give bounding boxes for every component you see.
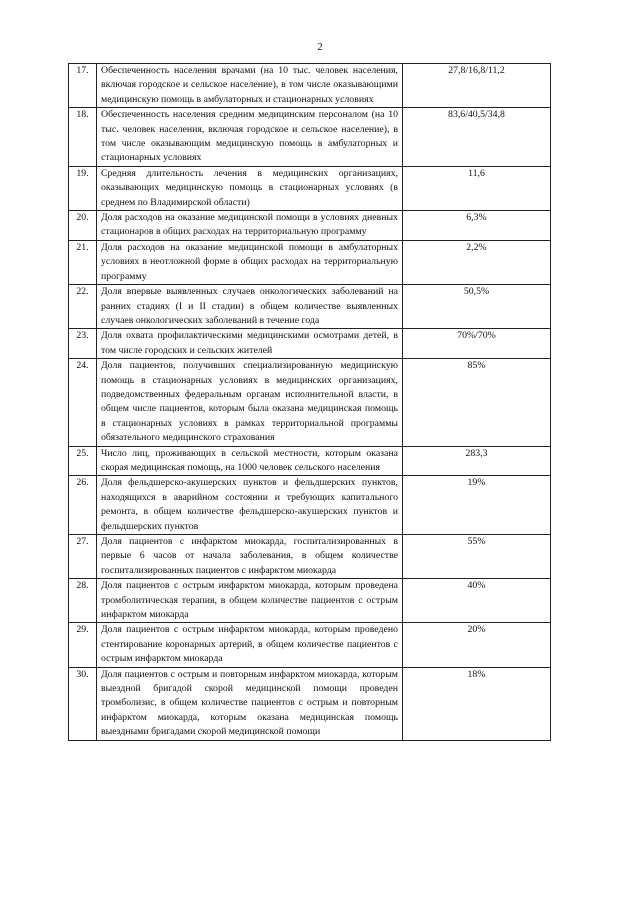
- indicator-name: Доля охвата профилактическими медицинскими осмотрами детей, в том числе городских и сельских жителей: [97, 329, 403, 359]
- table-row: [69, 667, 551, 740]
- row-number: 30.: [69, 667, 97, 740]
- table-row: [69, 166, 551, 210]
- indicator-value: 85%: [403, 359, 551, 446]
- row-number: 26.: [69, 476, 97, 535]
- row-number: 25.: [69, 446, 97, 476]
- indicator-value: 20%: [403, 623, 551, 667]
- row-number: 21.: [69, 240, 97, 284]
- table-row: [69, 359, 551, 446]
- indicator-name: Доля пациентов с острым инфарктом миокарда, которым проведено стентирование коронарных артерий, в общем количестве пациентов с острым инфарктом миокарда: [97, 623, 403, 667]
- row-number: 22.: [69, 285, 97, 329]
- indicator-value: 40%: [403, 579, 551, 623]
- indicator-value: 11,6: [403, 166, 551, 210]
- indicator-name: Доля пациентов с инфарктом миокарда, госпитализированных в первые 6 часов от начала заболевания, в общем количестве госпитализированных пациентов с инфарктом миокарда: [97, 535, 403, 579]
- row-number: 19.: [69, 166, 97, 210]
- row-number: 23.: [69, 329, 97, 359]
- indicator-name: Доля пациентов с острым и повторным инфарктом миокарда, которым выездной бригадой скорой медицинской помощи проведен тромболизис, в общем количестве пациентов с острым и повторным инфарктом миокарда, которым оказана медицинская помощь выездными бригадами скорой медицинской помощи: [97, 667, 403, 740]
- indicators-table-body: [69, 64, 551, 741]
- indicators-table: [68, 63, 551, 741]
- indicator-value: 19%: [403, 476, 551, 535]
- row-number: 17.: [69, 64, 97, 108]
- table-row: [69, 211, 551, 241]
- indicator-name: Средняя длительность лечения в медицинских организациях, оказывающих медицинскую помощь в стационарных условиях (в среднем по Владимирской области): [97, 166, 403, 210]
- indicator-value: 83,6/40,5/34,8: [403, 108, 551, 167]
- indicator-value: 2,2%: [403, 240, 551, 284]
- row-number: 27.: [69, 535, 97, 579]
- indicator-name: Число лиц, проживающих в сельской местности, которым оказана скорая медицинская помощь, на 1000 человек сельского населения: [97, 446, 403, 476]
- row-number: 28.: [69, 579, 97, 623]
- indicator-name: Доля пациентов с острым инфарктом миокарда, которым проведена тромболитическая терапия, в общем количестве пациентов с острым инфарктом миокарда: [97, 579, 403, 623]
- table-row: [69, 623, 551, 667]
- indicator-name: Доля пациентов, получивших специализированную медицинскую помощь в стационарных условиях в медицинских организациях, подведомственных федеральным органам исполнительной власти, в общем числе пациентов, которым была оказана медицинская помощь в стационарных условиях в рамках территориальной программы обязательного медицинского страхования: [97, 359, 403, 446]
- indicator-value: 70%/70%: [403, 329, 551, 359]
- table-row: [69, 329, 551, 359]
- indicator-value: 50,5%: [403, 285, 551, 329]
- indicator-name: Обеспеченность населения врачами (на 10 тыс. человек населения, включая городское и сельское население), в том числе оказывающими медицинскую помощь в амбулаторных и стационарных условиях: [97, 64, 403, 108]
- table-row: [69, 240, 551, 284]
- indicator-name: Доля фельдшерско-акушерских пунктов и фельдшерских пунктов, находящихся в аварийном состоянии и требующих капитального ремонта, в общем количестве фельдшерско-акушерских пунктов и фельдшерских пунктов: [97, 476, 403, 535]
- table-row: [69, 446, 551, 476]
- indicator-value: 6,3%: [403, 211, 551, 241]
- row-number: 20.: [69, 211, 97, 241]
- indicator-value: 55%: [403, 535, 551, 579]
- indicator-name: Обеспеченность населения средним медицинским персоналом (на 10 тыс. человек населения, включая городское и сельское население), в том числе оказывающим медицинскую помощь в амбулаторных и стационарных условиях: [97, 108, 403, 167]
- row-number: 24.: [69, 359, 97, 446]
- indicator-value: 283,3: [403, 446, 551, 476]
- table-row: [69, 108, 551, 167]
- page-number: 2: [317, 41, 323, 53]
- table-row: [69, 476, 551, 535]
- row-number: 18.: [69, 108, 97, 167]
- indicator-name: Доля расходов на оказание медицинской помощи в амбулаторных условиях в неотложной форме в общих расходах на территориальную программу: [97, 240, 403, 284]
- table-row: [69, 285, 551, 329]
- row-number: 29.: [69, 623, 97, 667]
- table-row: [69, 64, 551, 108]
- indicator-value: 27,8/16,8/11,2: [403, 64, 551, 108]
- indicator-name: Доля впервые выявленных случаев онкологических заболеваний на ранних стадиях (I и II стадии) в общем количестве выявленных случаев онкологических заболеваний в течение года: [97, 285, 403, 329]
- indicator-name: Доля расходов на оказание медицинской помощи в условиях дневных стационаров в общих расходах на территориальную программу: [97, 211, 403, 241]
- table-row: [69, 535, 551, 579]
- indicator-value: 18%: [403, 667, 551, 740]
- table-row: [69, 579, 551, 623]
